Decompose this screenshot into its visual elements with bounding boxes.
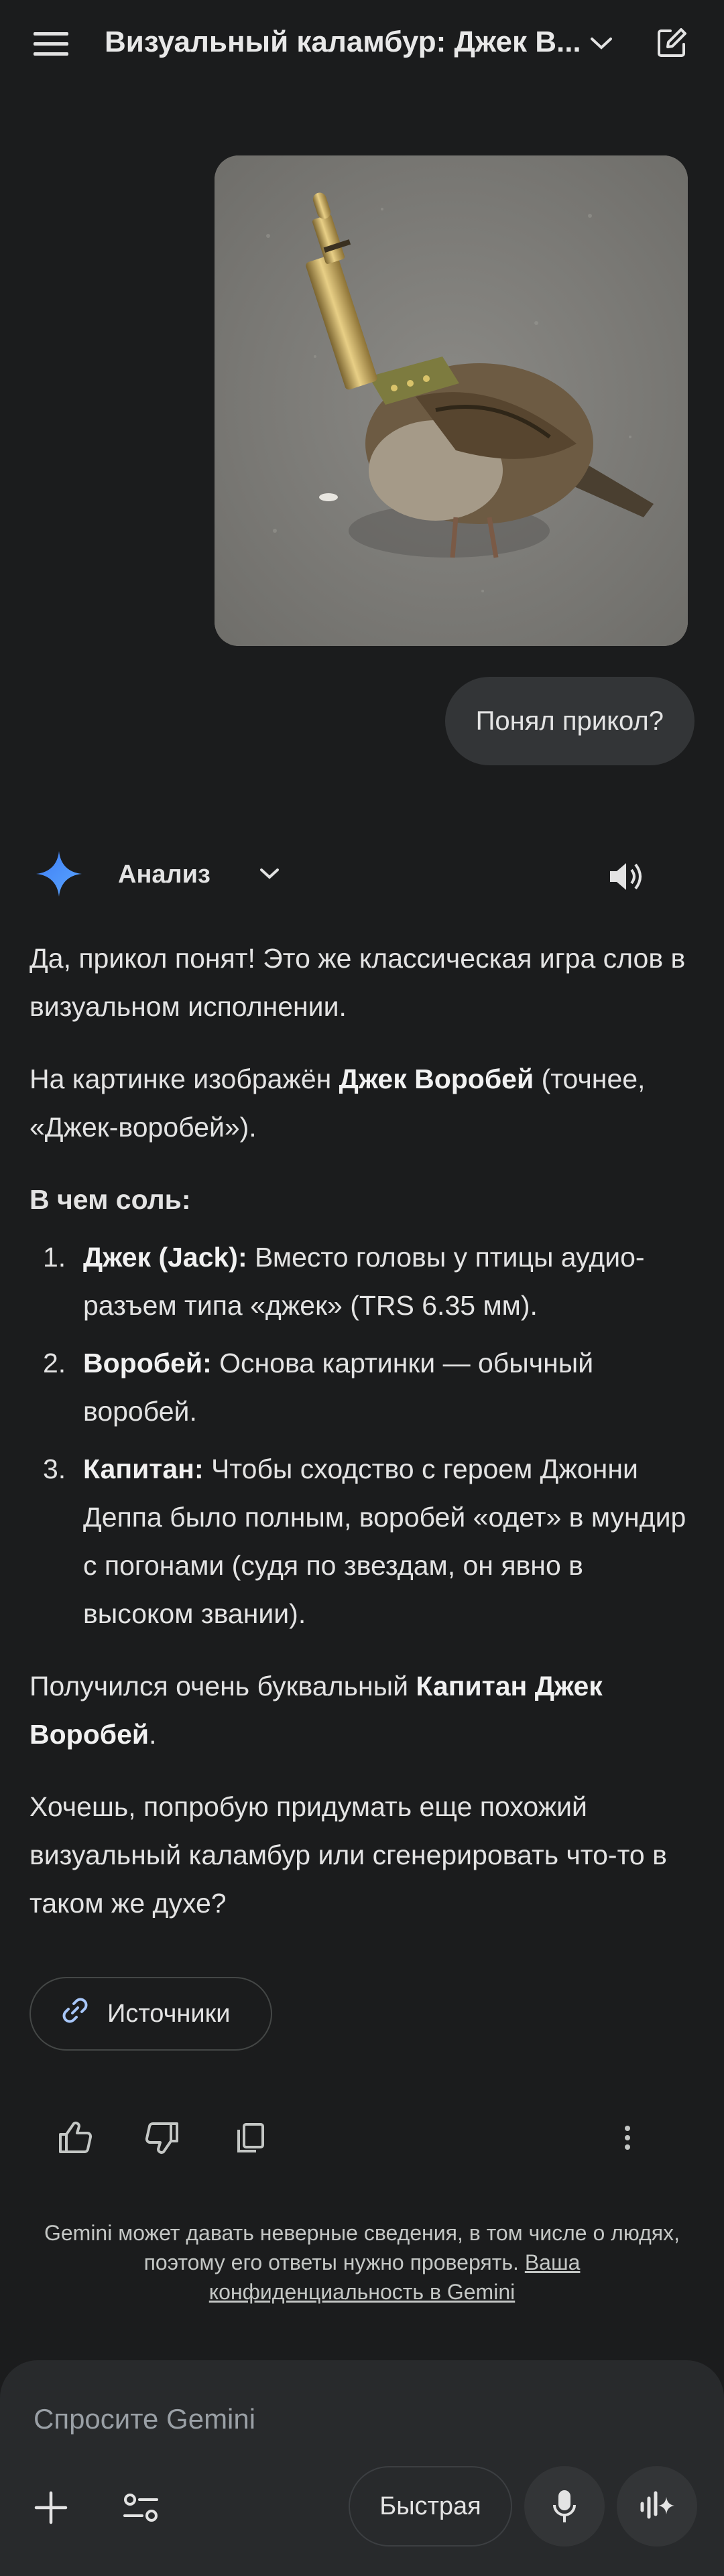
privacy-link[interactable]: Ваша конфиденциальность в Gemini — [208, 2250, 581, 2304]
link-icon — [60, 1996, 90, 2032]
live-voice-icon[interactable] — [617, 2466, 697, 2547]
points-list — [29, 1233, 697, 1638]
picture-bold: Джек Воробей — [339, 1064, 534, 1094]
conversation-title[interactable]: Визуальный каламбур: Джек В... — [105, 25, 581, 58]
chevron-down-icon[interactable] — [255, 859, 284, 889]
user-message-bubble: Понял прикол? — [445, 677, 695, 765]
sources-button[interactable] — [29, 1977, 272, 2051]
edit-icon[interactable] — [652, 23, 692, 63]
list-item — [29, 1445, 697, 1638]
sources-label: Источники — [107, 1999, 231, 2028]
gemini-sparkle-icon — [35, 850, 83, 898]
response-result — [29, 1662, 697, 1758]
disclaimer-text: Gemini может давать неверные сведения, в том числе о людях, поэтому его ответы нужно проверять. — [44, 2221, 680, 2274]
point-text: Чтобы сходство с героем Джонни Деппа было полным, воробей «одет» в мундир с погонами (судя по звездам, он явно в высоком звании). — [83, 1454, 686, 1629]
top-bar — [0, 0, 724, 87]
response-intro: Да, прикол понят! Это же классическая игра слов в визуальном исполнении. — [29, 943, 686, 1022]
disclaimer — [40, 2218, 684, 2307]
list-item — [29, 1339, 697, 1435]
point-text: Вместо головы у птицы аудио-разъем типа «джек» (TRS 6.35 мм). — [83, 1242, 645, 1321]
point-title: Воробей: — [83, 1348, 212, 1378]
prompt-input[interactable] — [34, 2399, 637, 2439]
list-number: 1. — [43, 1242, 66, 1273]
more-options-icon[interactable] — [607, 2118, 648, 2158]
point-title: Капитан: — [83, 1454, 204, 1484]
list-item — [29, 1233, 697, 1330]
model-response — [29, 934, 697, 1951]
chevron-down-icon[interactable] — [585, 27, 618, 60]
result-bold: Капитан Джек Воробей — [29, 1671, 603, 1750]
microphone-icon[interactable] — [524, 2466, 605, 2547]
result-prefix: Получился очень буквальный — [29, 1671, 416, 1701]
copy-icon[interactable] — [231, 2118, 271, 2158]
picture-suffix: (точнее, «Джек-воробей»). — [29, 1064, 646, 1143]
result-suffix: . — [149, 1719, 157, 1750]
point-text: Основа картинки — обычный воробей. — [83, 1348, 594, 1427]
thumbs-down-icon[interactable] — [142, 2118, 182, 2158]
response-heading: В чем соль: — [29, 1184, 191, 1215]
speaker-icon[interactable] — [606, 856, 646, 897]
model-speed-button[interactable]: Быстрая — [349, 2466, 512, 2547]
composer — [0, 2360, 724, 2576]
plus-icon[interactable] — [29, 2486, 72, 2529]
response-picture — [29, 1055, 697, 1151]
response-offer: Хочешь, попробую придумать еще похожий визуальный каламбур или сгенерировать что-то в таком же духе? — [29, 1791, 667, 1919]
list-number: 2. — [43, 1348, 66, 1378]
analysis-mode-label[interactable]: Анализ — [118, 860, 210, 889]
user-attached-image[interactable] — [215, 155, 688, 646]
point-title: Джек (Jack): — [83, 1242, 247, 1273]
picture-prefix: На картинке изображён — [29, 1064, 339, 1094]
list-number: 3. — [43, 1454, 66, 1484]
thumbs-up-icon[interactable] — [55, 2118, 95, 2158]
menu-icon[interactable] — [29, 25, 72, 63]
tools-icon[interactable] — [119, 2486, 162, 2529]
